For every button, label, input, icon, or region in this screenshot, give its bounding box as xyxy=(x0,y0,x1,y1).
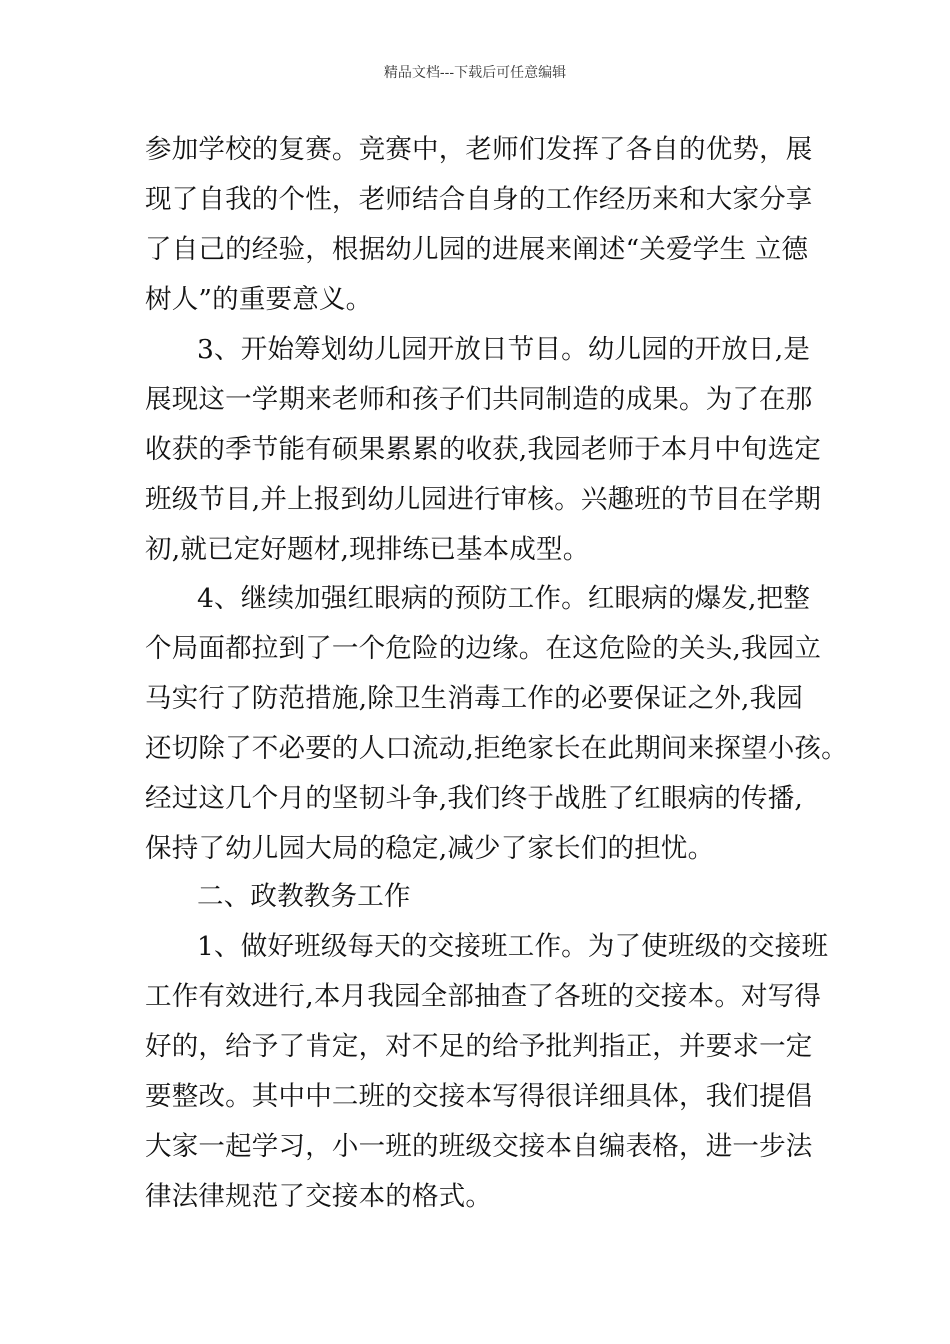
text-line: 了自己的经验，根据幼儿园的进展来阐述“关爱学生 立德 xyxy=(145,234,809,265)
text-line: 要整改。其中中二班的交接本写得很详细具体，我们提倡 xyxy=(145,1081,813,1112)
text-line: 个局面都拉到了一个危险的边缘。在这危险的关头,我园立 xyxy=(145,633,822,664)
text-line: 经过这几个月的坚韧斗争,我们终于战胜了红眼病的传播, xyxy=(145,783,804,814)
text-line: 马实行了防范措施,除卫生消毒工作的必要保证之外,我园 xyxy=(145,683,804,714)
text-line: 还切除了不必要的人口流动,拒绝家长在此期间来探望小孩。 xyxy=(145,733,848,764)
text-line: 参加学校的复赛。竞赛中，老师们发挥了各自的优势，展 xyxy=(145,134,813,165)
text-line: 好的，给予了肯定，对不足的给予批判指正，并要求一定 xyxy=(145,1031,813,1062)
text-line: 收获的季节能有硕果累累的收获,我园老师于本月中旬选定 xyxy=(145,434,822,465)
text-line: 现了自我的个性，老师结合自身的工作经历来和大家分享 xyxy=(145,184,813,215)
page-header: 精品文档---下载后可任意编辑 xyxy=(383,65,567,81)
text-line: 工作有效进行,本月我园全部抽查了各班的交接本。对写得 xyxy=(145,981,822,1012)
text-line: 展现这一学期来老师和孩子们共同制造的成果。为了在那 xyxy=(145,384,813,415)
text-line: 初,就已定好题材,现排练已基本成型。 xyxy=(145,534,590,565)
text-line: 大家一起学习，小一班的班级交接本自编表格，进一步法 xyxy=(145,1131,813,1162)
text-line: 3、开始筹划幼儿园开放日节目。幼儿园的开放日,是 xyxy=(197,334,811,365)
text-line: 1、做好班级每天的交接班工作。为了使班级的交接班 xyxy=(197,931,829,962)
section-heading: 二、政教教务工作 xyxy=(197,881,411,912)
text-line: 保持了幼儿园大局的稳定,减少了家长们的担忧。 xyxy=(145,833,715,864)
text-line: 律法律规范了交接本的格式。 xyxy=(145,1181,493,1212)
text-line: 4、继续加强红眼病的预防工作。红眼病的爆发,把整 xyxy=(197,583,811,614)
text-line: 班级节目,并上报到幼儿园进行审核。兴趣班的节目在学期 xyxy=(145,484,822,515)
text-line: 树人”的重要意义。 xyxy=(145,284,373,315)
